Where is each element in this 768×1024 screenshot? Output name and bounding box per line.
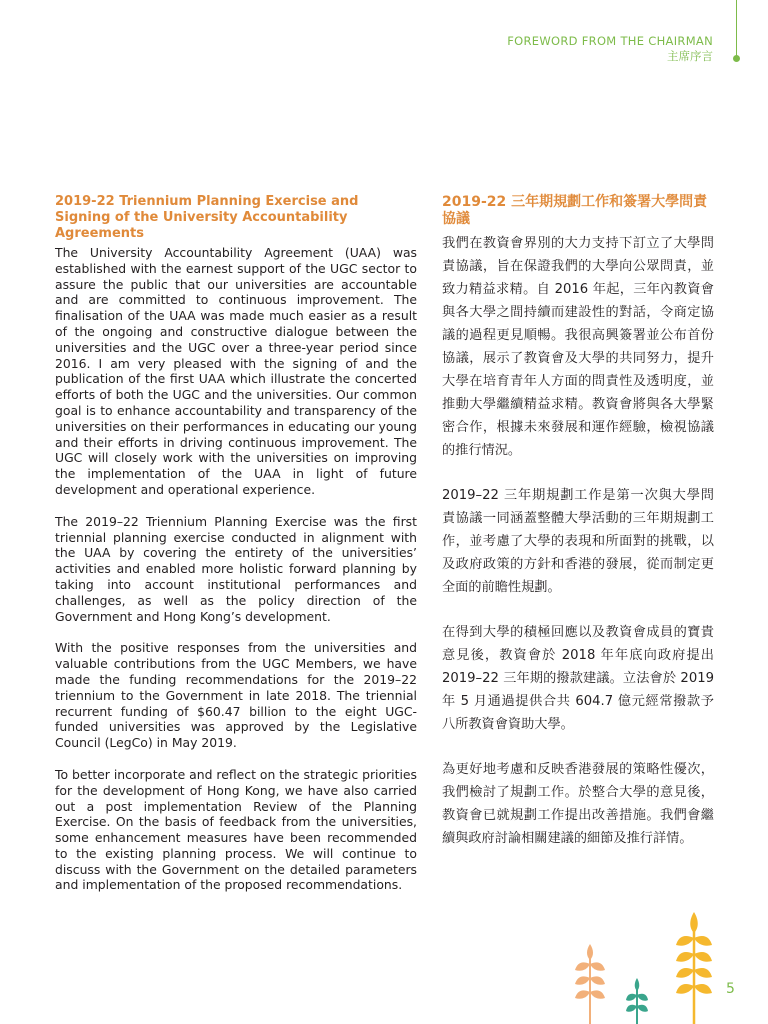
section-title-zh: 主席序言 bbox=[667, 49, 713, 63]
chinese-column bbox=[442, 194, 714, 872]
wheat-stalk-teal-icon bbox=[626, 978, 648, 1024]
wheat-stalk-orange-icon bbox=[575, 944, 605, 1024]
chinese-paragraph: 我們在教資會界別的大力支持下訂立了大學問責協議，旨在保證我們的大學向公眾問責，並致力精益求精。自 2016 年起，三年內教資會與各大學之間持續而建設性的對話，令商定協議的過程更見順暢。我很高興簽署並公布首份協議，展示了教資會及大學的共同努力，提升大學在培育青年人方面的問責性及透明度，並推動大學繼續精益求精。教資會將與各大學緊密合作，根據未來發展和運作經驗，檢視協議的推行情況。 bbox=[442, 236, 714, 458]
english-column bbox=[55, 194, 417, 909]
wheat-decoration-icon bbox=[566, 900, 726, 1024]
chinese-heading: 2019-22 三年期規劃工作和簽署大學問責協議 bbox=[442, 194, 708, 227]
english-heading: 2019-22 Triennium Planning Exercise and Signing of the University Accountability Agreements bbox=[55, 194, 359, 241]
english-paragraph: The 2019–22 Triennium Planning Exercise was the first triennial planning exercise conducted in alignment with the UAA by covering the entirety of the universities’ activities and enabled more holistic forward planning by taking into account institutional performances and challenges, as well as the policy direction of the Government and Hong Kong’s development. bbox=[55, 513, 417, 624]
section-title-en: FOREWORD FROM THE CHAIRMAN bbox=[507, 34, 713, 48]
header-rule-dot bbox=[733, 55, 740, 62]
chinese-paragraph: 在得到大學的積極回應以及教資會成員的寶貴意見後，教資會於 2018 年年底向政府提出 2019–22 三年期的撥款建議。立法會於 2019 年 5 月通過提供合共 604.7 億元經常撥款予八所教資會資助大學。 bbox=[442, 625, 714, 732]
english-paragraph: To better incorporate and reflect on the strategic priorities for the development of Hong Kong, we have also carried out a post implementation Review of the Planning Exercise. On the basis of feedback from the universities, some enhancement measures have been recommended to the existing planning process. We will continue to discuss with the Government on the detailed parameters and implementation of the proposed recommendations. bbox=[55, 766, 417, 893]
page-number: 5 bbox=[726, 981, 735, 997]
chinese-paragraph: 2019–22 三年期規劃工作是第一次與大學問責協議一同涵蓋整體大學活動的三年期規劃工作，並考慮了大學的表現和所面對的挑戰，以及政府政策的方針和香港的發展，從而制定更全面的前瞻性規劃。 bbox=[442, 488, 714, 595]
header-vertical-rule bbox=[736, 0, 737, 58]
english-paragraph: The University Accountability Agreement (UAA) was established with the earnest support of the UGC sector to assure the public that our universities are accountable and are committed to continuous improvement. The finalisation of the UAA was made much easier as a result of the ongoing and constructive dialogue between the universities and the UGC over a three-year period since 2016. I am very pleased with the signing of and the publication of the first UAA which illustrate the concerted efforts of both the UGC and the universities. Our common goal is to enhance accountability and transparency of the universities on their performances in educating our young and their efforts in driving continuous improvement. The UGC will closely work with the universities on improving the implementation of the UAA in light of future development and operational experience. bbox=[55, 245, 417, 497]
chinese-paragraph: 為更好地考慮和反映香港發展的策略性優次，我們檢討了規劃工作。於整合大學的意見後，教資會已就規劃工作提出改善措施。我們會繼續與政府討論相關建議的細節及推行詳情。 bbox=[442, 762, 714, 846]
wheat-stalk-yellow-icon bbox=[676, 912, 712, 1024]
english-paragraph: With the positive responses from the universities and valuable contributions from the UGC Members, we have made the funding recommendations for the 2019–22 triennium to the Government in late 2018. The triennial recurrent funding of $60.47 billion to the eight UGC-funded universities was approved by the Legislative Council (LegCo) in May 2019. bbox=[55, 640, 417, 751]
